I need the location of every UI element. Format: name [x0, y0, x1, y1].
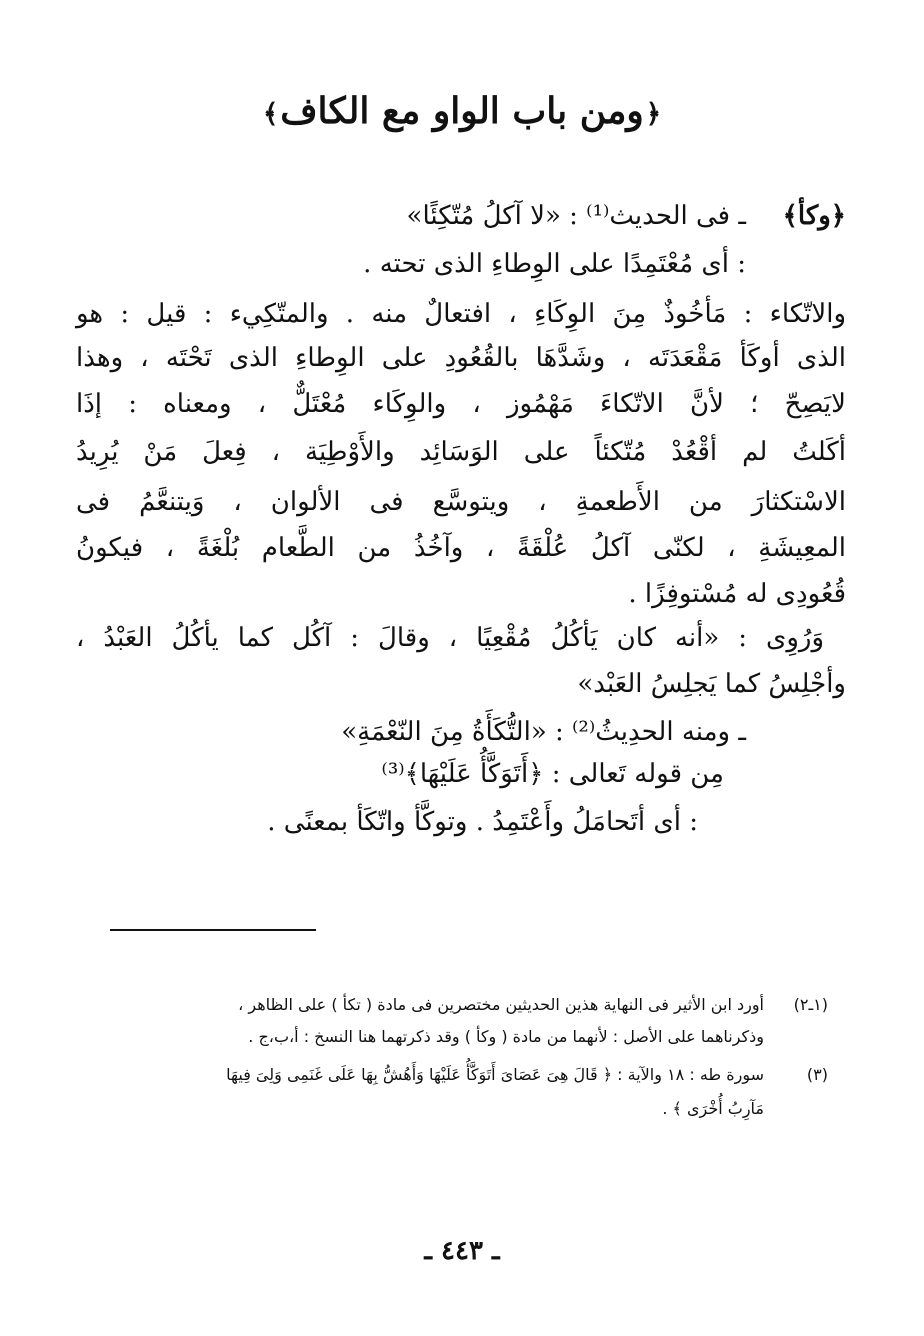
footnote-line: أورد ابن الأثير فى النهاية هذين الحديثين مختصرين فى مادة ( تكأ ) على الظاهر ،	[238, 995, 764, 1014]
footnote-line: مَآرِبُ أُخْرَى ﴾ .	[662, 1099, 764, 1118]
title-ornament-left: ﴾	[262, 99, 279, 129]
entry-line: قُعُودِى له مُسْتوفِزًا .	[628, 579, 846, 609]
entry-line: ـ ومنه الحدِيثُ⁽²⁾ : «التُّكَأَةُ مِنَ النّعْمَةِ»	[341, 717, 746, 747]
entry-line: : أى أتَحامَلُ وأَعْتَمِدُ . وتوكَّأ واتّكَأ بمعنًى .	[267, 807, 698, 837]
footnote-line: سورة طه : ١٨ والآية : ﴿ قَالَ هِىَ عَصَاىَ أَتَوَكَّأُ عَلَيْهَا وَأَهُشُّ بِهَا عَلَى غَنَمِى وَلِىَ فِيهَا	[226, 1065, 764, 1084]
chapter-title	[0, 86, 924, 139]
entry-line: : أى مُعْتَمِدًا على الوِطاءِ الذى تحته .	[363, 249, 746, 279]
page-number: ـ ٤٤٣ ـ	[424, 1236, 500, 1266]
entry-line: ـ فى الحديث⁽¹⁾ : «لا آكلُ مُتّكِئًا»	[406, 201, 746, 231]
entry-line: أكَلتُ لم أقْعُدْ مُتّكئاً على الوَسَائِد والأَوْطِيَة ، فِعلَ مَنْ يُرِيدُ	[76, 437, 846, 467]
entry-line: الذى أوكَأ مَقْعَدَتَه ، وشَدَّهَا بالقُعُودِ على الوِطاءِ الذى تَحْتَه ، وهذا	[76, 343, 846, 373]
title-ornament-right: ﴿	[645, 99, 662, 129]
chapter-title-text: ومن باب الواو مع الكاف	[280, 90, 644, 132]
footnote-line: وذكرناهما على الأصل : لأنهما من مادة ( وكأ ) وقد ذكرتهما هنا النسخ : أ،ب،ج .	[248, 1027, 764, 1046]
entry-line: مِن قوله تَعالى : ﴿أَتَوَكَّأُ عَلَيْهَا﴾⁽³⁾	[381, 759, 724, 789]
entry-line: لايَصِحّ ؛ لأنَّ الاتّكاءَ مَهْمُوز ، والوِكَاء مُعْتَلٌّ ، ومعناه : إذَا	[76, 389, 846, 419]
footnote-number: (٣)	[806, 1065, 828, 1084]
entry-line: وَرُوِى : «أنه كان يَأكُلُ مُقْعِيًا ، وقالَ : آكُل كما يأكُلُ العَبْدُ ،	[76, 623, 824, 653]
footnote-divider	[110, 929, 316, 931]
entry-headword: ﴿وكأ﴾	[782, 201, 846, 231]
entry-line: الاسْتكثارَ من الأَطعمةِ ، ويتوسَّع فى الألوان ، وَيتنعَّمُ فى	[76, 487, 846, 517]
entry-line: وأجْلِسُ كما يَجلِسُ العَبْد»	[577, 669, 846, 699]
entry-line: المعِيشَةِ ، لكنّى آكلُ عُلْقَةً ، وآخُذُ من الطَّعام بُلْغَةً ، فيكونُ	[76, 533, 846, 563]
entry-line: والاتّكاء : مَأخُوذٌ مِنَ الوِكَاءِ ، افتعالٌ منه . والمتّكِيء : قيل : هو	[76, 299, 846, 329]
footnote-number: (١ـ٢)	[793, 995, 828, 1014]
